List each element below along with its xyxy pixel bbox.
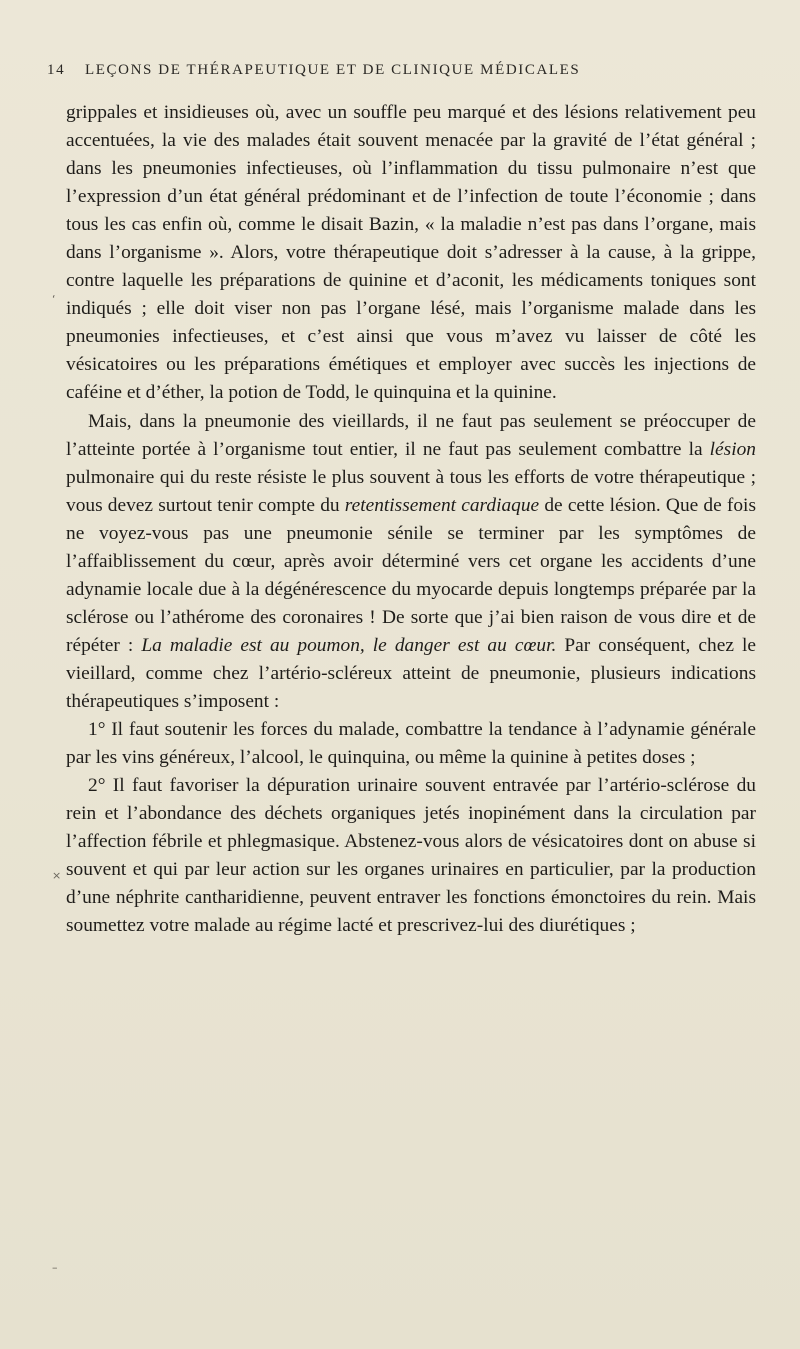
paragraph-2-part-b: pulmonaire qui du reste résiste le plus souvent à tous les efforts de votre thérapeutique ; vous devez surtout tenir compte du bbox=[66, 466, 756, 516]
running-head bbox=[47, 62, 747, 88]
paragraph-2 bbox=[66, 408, 756, 717]
paragraph-3: 1° Il faut soutenir les forces du malade, combattre la tendance à l’adynamie générale par les vins généreux, l’alcool, le quinquina, ou même la quinine à petites doses ; bbox=[66, 719, 756, 769]
emphasis-maxim: La maladie est au poumon, le danger est au cœur. bbox=[141, 634, 557, 656]
margin-mark: – bbox=[52, 1261, 58, 1274]
emphasis-lesion: lésion bbox=[709, 438, 756, 460]
paragraph-1: grippales et insidieuses où, avec un souffle peu marqué et des lésions relativement peu accentuées, la vie des malades était souvent menacée par la gravité de l’état général ; dans les pneumonies infectieuses, où l’inflammation du tissu pulmonaire n’est que l’expression d’un état général prédominant et de l’infection de toute l’économie ; dans tous les cas enfin où, comme le disait Bazin, « la maladie n’est pas dans l’organe, mais dans l’organisme ». Alors, votre thérapeutique doit s’adresser à la cause, à la grippe, contre laquelle les préparations de quinine et d’aconit, les médicaments toniques sont indiqués ; elle doit viser non pas l’organe lésé, mais l’organisme malade dans les pneumonies infectieuses, et c’est ainsi que vous m’avez vu laisser de côté les vésicatoires ou les préparations émétiques et employer avec succès les injections de caféine et d’éther, la potion de Todd, le quinquina et la quinine. bbox=[66, 102, 756, 404]
body-text bbox=[66, 99, 756, 940]
paragraph-2-part-a: Mais, dans la pneumonie des vieillards, il ne faut pas seulement se préoccuper de l’atteinte portée à l’organisme tout entier, il ne faut pas seulement combattre la bbox=[66, 410, 756, 460]
margin-mark: × bbox=[52, 869, 62, 882]
paragraph-2-part-d: Par conséquent, chez le vieillard, comme chez l’artério-scléreux atteint de pneumonie, plusieurs indications thérapeutiques s’imposent : bbox=[66, 634, 756, 712]
margin-mark: ‘ bbox=[52, 293, 56, 306]
emphasis-retentissement: retentissement cardiaque bbox=[344, 494, 540, 516]
paragraph-2-part-c: de cette lésion. Que de fois ne voyez-vous pas une pneumonie sénile se terminer par les symptômes de l’affaiblissement du cœur, après avoir déterminé vers cet organe les accidents d’une adynamie locale due à la dégénérescence du myocarde depuis longtemps préparée par la sclérose ou l’athérome des coronaires ! De sorte que j’ai bien raison de vous dire et de répéter : bbox=[66, 494, 756, 656]
paragraph-4: 2° Il faut favoriser la dépuration urinaire souvent entravée par l’artério-sclérose du rein et l’abondance des déchets organiques jetés inopinément dans la circulation par l’affection fébrile et phlegmasique. Abstenez-vous alors de vésicatoires dont on abuse si souvent et qui par leur action sur les organes urinaires en particulier, par la production d’une néphrite cantharidienne, peuvent entraver les fonctions émonctoires du rein. Mais soumettez votre malade au régime lacté et prescrivez-lui des diurétiques ; bbox=[66, 775, 756, 937]
page-number: 14 bbox=[47, 62, 66, 78]
running-title: LEÇONS DE THÉRAPEUTIQUE ET DE CLINIQUE MÉDICALES bbox=[85, 62, 581, 78]
